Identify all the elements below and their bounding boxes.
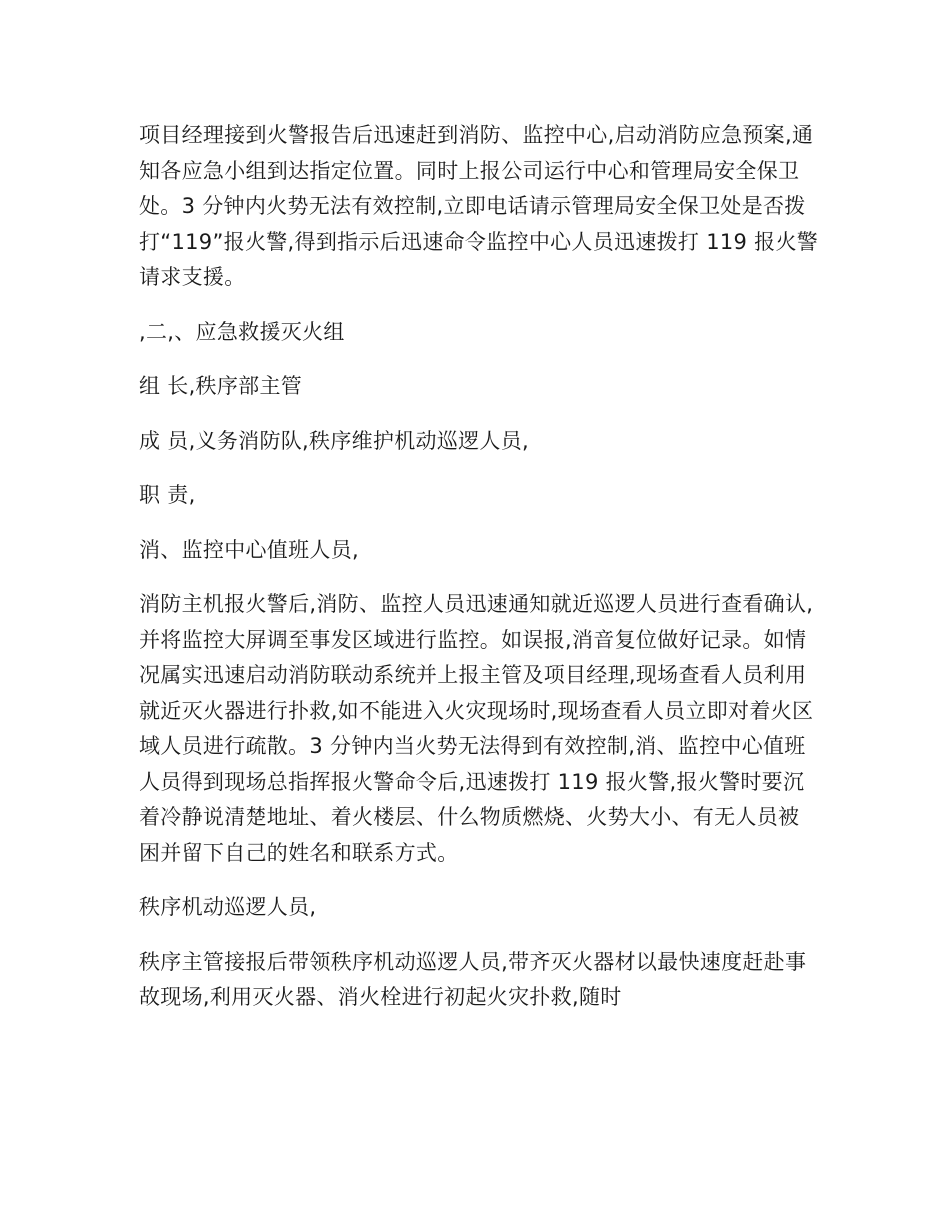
subheading-patrol-staff: 秩序机动巡逻人员, [139, 895, 317, 919]
document-body [139, 118, 819, 1016]
paragraph-monitoring-duties: 消防主机报火警后,消防、监控人员迅速通知就近巡逻人员进行查看确认,并将监控大屏调至事发区域进行监控。如误报,消音复位做好记录。如情况属实迅速启动消防联动系统并上报主管及项目经理,现场查看人员利用就近灭火器进行扑救,如不能进入火灾现场时,现场查看人员立即对着火区域人员进行疏散。3 分钟内当火势无法得到有效控制,消、监控中心值班人员得到现场总指挥报火警命令后,迅速拨打 119 报火警,报火警时要沉着冷静说清楚地址、着火楼层、什么物质燃烧、火势大小、有无人员被困并留下自己的姓名和联系方式。 [139, 592, 814, 865]
section-heading-rescue-team: ,二,、应急救援灭火组 [139, 319, 345, 344]
team-leader-line: 组 长,秩序部主管 [139, 374, 303, 398]
duties-heading: 职 责, [139, 483, 196, 507]
team-members-line: 成 员,义务消防队,秩序维护机动巡逻人员, [139, 428, 529, 453]
paragraph-patrol-duties: 秩序主管接报后带领秩序机动巡逻人员,带齐灭火器材以最快速度赶赴事故现场,利用灭火器、消火栓进行初起火灾扑救,随时 [139, 949, 807, 1009]
paragraph-fire-alarm-procedure: 项目经理接到火警报告后迅速赶到消防、监控中心,启动消防应急预案,通知各应急小组到达指定位置。同时上报公司运行中心和管理局安全保卫处。3 分钟内火势无法有效控制,立即电话请示管理局安全保卫处是否拨打“119”报火警,得到指示后迅速命令监控中心人员迅速拨打 119 报火警请求支援。 [139, 123, 819, 289]
subheading-monitoring-staff: 消、监控中心值班人员, [139, 537, 359, 562]
